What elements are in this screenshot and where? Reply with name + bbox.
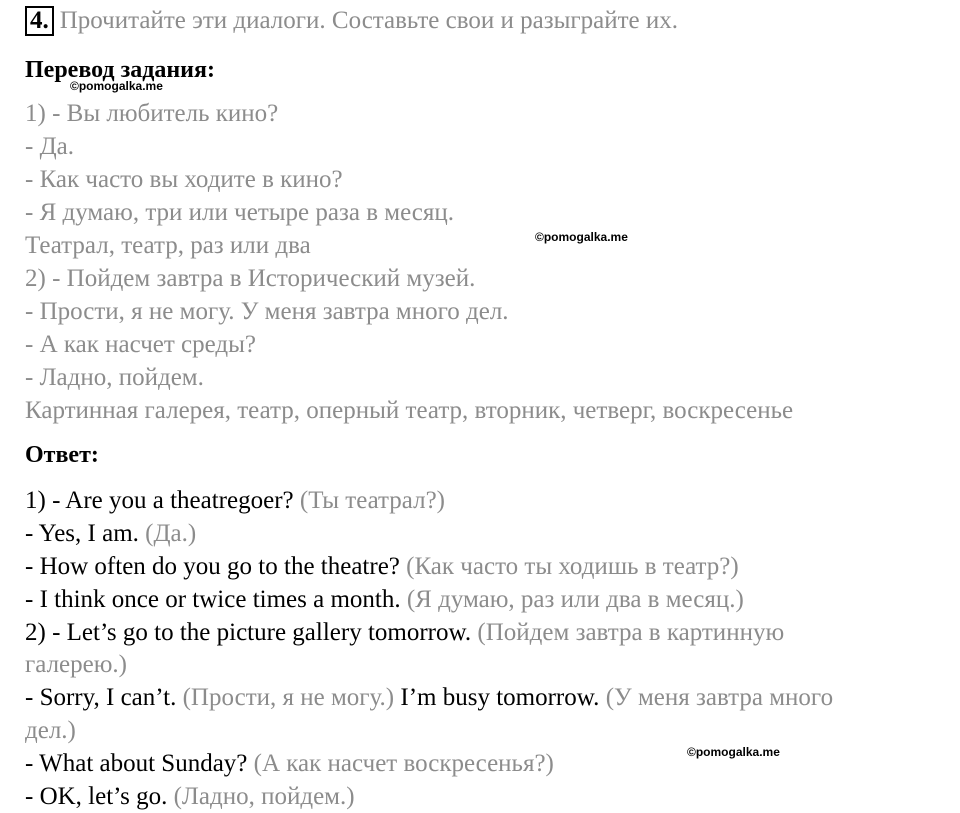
answer-russian: дел.) [25, 717, 76, 744]
answer-russian: (Прости, я не могу.) [176, 684, 395, 711]
answer-english: - Sorry, I can’t. [25, 684, 177, 711]
answer-english: - What about Sunday? [25, 750, 248, 777]
watermark: ©pomogalka.me [535, 230, 628, 244]
task-text: Прочитайте эти диалоги. Составьте свои и разыграйте их. [59, 7, 679, 34]
answer-english: - How often do you go to the theatre? [25, 553, 400, 580]
answer-line [25, 585, 744, 615]
answer-russian: (Ладно, пойдем.) [167, 783, 355, 810]
translation-line: - Прости, я не могу. У меня завтра много дел. [25, 298, 509, 325]
translation-line: 1) - Вы любитель кино? [25, 100, 279, 127]
answer-english: - Yes, I am. [25, 520, 139, 547]
answer-line [25, 618, 784, 648]
answer-russian: (А как насчет воскресенья?) [247, 750, 554, 777]
answer-line [25, 782, 355, 812]
answer-english: - OK, let’s go. [25, 783, 168, 810]
answer-line [25, 650, 127, 680]
answer-line [25, 552, 739, 582]
answer-line [25, 519, 196, 549]
translation-line: - Да. [25, 133, 74, 160]
task-number: 4. [25, 6, 54, 36]
answer-russian: (Я думаю, раз или два в месяц.) [400, 586, 744, 613]
translation-line: - Как часто вы ходите в кино? [25, 166, 343, 193]
answer-english: - I think once or twice times a month. [25, 586, 401, 613]
translation-line: 2) - Пойдем завтра в Исторический музей. [25, 265, 476, 292]
answer-english: 2) - Let’s go to the picture gallery tomorrow. [25, 619, 472, 646]
translation-heading: Перевод задания: [25, 57, 215, 83]
translation-line: Театрал, театр, раз или два [25, 232, 311, 259]
answer-line [25, 683, 833, 713]
answer-line [25, 486, 445, 516]
answer-russian: (Пойдем завтра в картинную [471, 619, 785, 646]
answer-line [25, 716, 76, 746]
answer-russian: (Как часто ты ходишь в театр?) [399, 553, 739, 580]
watermark: ©pomogalka.me [687, 745, 780, 759]
answer-english: 1) - Are you a theatregoer? [25, 487, 294, 514]
watermark: ©pomogalka.me [70, 79, 163, 93]
answer-russian: (Ты театрал?) [293, 487, 445, 514]
task-instruction [25, 6, 678, 36]
answer-russian: (У меня завтра много [599, 684, 834, 711]
translation-line: - Я думаю, три или четыре раза в месяц. [25, 199, 455, 226]
answer-english: I’m busy tomorrow. [394, 684, 600, 711]
translation-line: - Ладно, пойдем. [25, 364, 204, 391]
answer-heading: Ответ: [25, 442, 99, 468]
translation-line: Картинная галерея, театр, оперный театр, вторник, четверг, воскресенье [25, 397, 794, 424]
answer-russian: (Да.) [138, 520, 197, 547]
answer-line [25, 749, 554, 779]
answer-russian: галерею.) [25, 651, 127, 678]
translation-line: - А как насчет среды? [25, 331, 257, 358]
